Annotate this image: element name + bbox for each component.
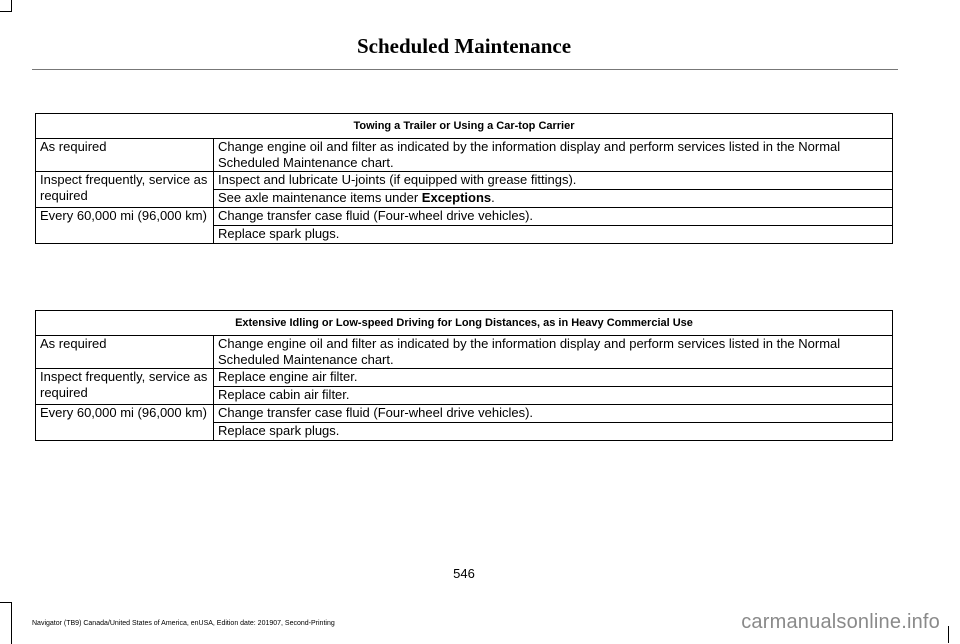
page-number: 546 <box>453 566 475 581</box>
table-heading: Extensive Idling or Low-speed Driving for Long Distances, as in Heavy Commercial Use <box>36 311 893 336</box>
interval-cell: Every 60,000 mi (96,000 km) <box>36 208 214 244</box>
table-row <box>36 139 893 172</box>
crop-mark-top-left <box>0 0 12 12</box>
idling-maintenance-table <box>35 310 893 441</box>
page-title: Scheduled Maintenance <box>356 34 572 58</box>
crop-mark-bottom-left <box>0 602 12 644</box>
task-cell: Change transfer case fluid (Four-wheel drive vehicles). <box>214 405 893 423</box>
interval-cell: Inspect frequently, service as required <box>36 172 214 208</box>
title-rule <box>32 69 898 70</box>
towing-maintenance-table <box>35 113 893 244</box>
task-cell: Change engine oil and filter as indicated by the information display and perform services listed in the Normal Scheduled Maintenance chart. <box>214 336 893 369</box>
crop-mark-bottom-right <box>948 626 960 643</box>
task-cell: Replace spark plugs. <box>214 226 893 244</box>
table-row <box>36 172 893 190</box>
edition-footer: Navigator (TB9) Canada/United States of America, enUSA, Edition date: 201907, Second-Printing <box>32 620 335 627</box>
exceptions-reference: Exceptions <box>421 190 492 205</box>
table-row <box>36 208 893 226</box>
task-cell <box>214 190 893 208</box>
task-suffix: . <box>491 190 495 205</box>
task-cell: Replace cabin air filter. <box>214 387 893 405</box>
interval-cell: As required <box>36 139 214 172</box>
task-cell: Replace spark plugs. <box>214 423 893 441</box>
task-cell: Inspect and lubricate U-joints (if equipped with grease fittings). <box>214 172 893 190</box>
watermark: carmanualsonline.info <box>741 611 940 633</box>
table-header-row <box>36 311 893 336</box>
table-header-row <box>36 114 893 139</box>
interval-cell: As required <box>36 336 214 369</box>
task-cell: Replace engine air filter. <box>214 369 893 387</box>
task-text: See axle maintenance items under <box>218 190 422 205</box>
table-row <box>36 369 893 387</box>
interval-cell: Every 60,000 mi (96,000 km) <box>36 405 214 441</box>
task-cell: Change transfer case fluid (Four-wheel drive vehicles). <box>214 208 893 226</box>
table-heading: Towing a Trailer or Using a Car-top Carrier <box>36 114 893 139</box>
table-row <box>36 405 893 423</box>
table-row <box>36 336 893 369</box>
interval-cell: Inspect frequently, service as required <box>36 369 214 405</box>
task-cell: Change engine oil and filter as indicated by the information display and perform services listed in the Normal Scheduled Maintenance chart. <box>214 139 893 172</box>
